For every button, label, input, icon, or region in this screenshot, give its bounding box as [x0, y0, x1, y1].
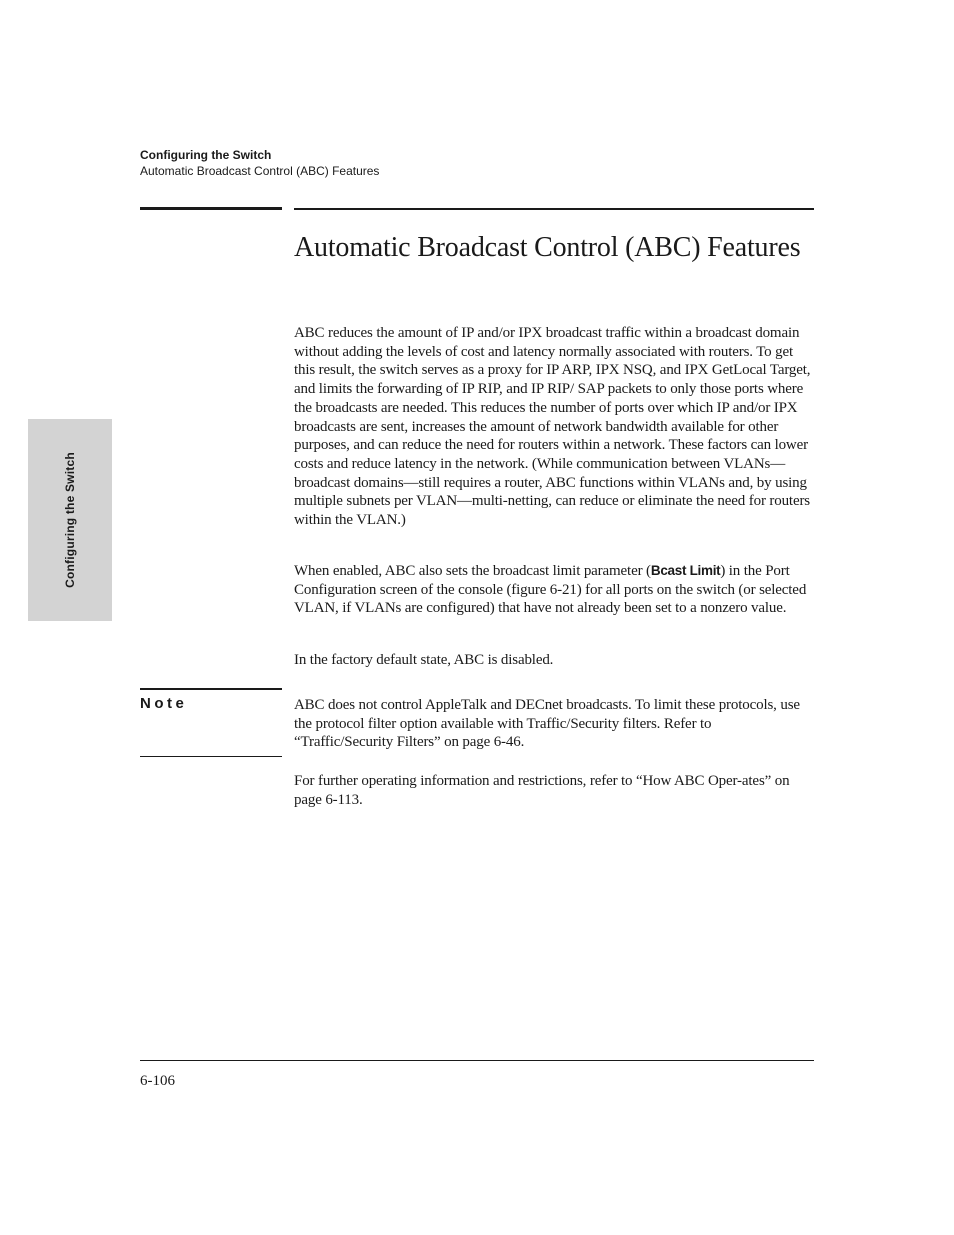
bcast-limit-label: Bcast Limit	[650, 563, 721, 578]
body-paragraph-2-before: When enabled, ABC also sets the broadcast limit parameter (	[294, 563, 651, 579]
note-label: Note	[140, 695, 188, 712]
running-head-chapter: Configuring the Switch	[140, 148, 272, 162]
header-rule-right	[294, 208, 814, 210]
running-head-section: Automatic Broadcast Control (ABC) Features	[140, 164, 380, 178]
body-paragraph-2-after: ) in the Port Configuration screen of the console (figure 6-21) for all ports on the switch (or selected VLAN, if VLANs are configured) that have not already been set to a nonzero value.	[294, 563, 807, 617]
section-title: Automatic Broadcast Control (ABC) Features	[294, 232, 801, 263]
body-paragraph-1: ABC reduces the amount of IP and/or IPX broadcast traffic within a broadcast domain without adding the levels of cost and latency normally associated with routers. To get this result, the switch serves as a proxy for IP ARP, IPX NSQ, and IPX GetLocal Target, and limits the forwarding of IP RIP, and IP RIP/ SAP packets to only those ports where the broadcasts are needed. This reduces the number of ports over which IP and/or IPX broadcasts are sent, increases the amount of network bandwidth available for other purposes, and can reduce the need for routers within a network. These factors can lower costs and reduce latency in the network. (While communication between VLANs—broadcast domains—still requires a router, ABC functions within VLANs and, by using multiple subnets per VLAN—multi-netting, can reduce or eliminate the need for routers within the VLAN.)	[294, 325, 811, 529]
running-head	[140, 147, 379, 179]
body-paragraph-3: In the factory default state, ABC is disabled.	[294, 652, 554, 668]
note-rule-bottom	[140, 756, 282, 757]
footer-rule	[140, 1060, 814, 1061]
note-rule-top	[140, 688, 282, 690]
note-text: ABC does not control AppleTalk and DECnet broadcasts. To limit these protocols, use the protocol filter option available with Traffic/Security filters. Refer to “Traffic/Security Filters” on page 6-46.	[294, 697, 800, 751]
side-thumb-tab-label: Configuring the Switch	[63, 452, 77, 588]
body-paragraph-2	[294, 562, 814, 618]
closing-paragraph: For further operating information and restrictions, refer to “How ABC Oper-ates” on page 6-113.	[294, 773, 790, 808]
page-number: 6-106	[140, 1073, 175, 1089]
header-rule-left	[140, 207, 282, 210]
